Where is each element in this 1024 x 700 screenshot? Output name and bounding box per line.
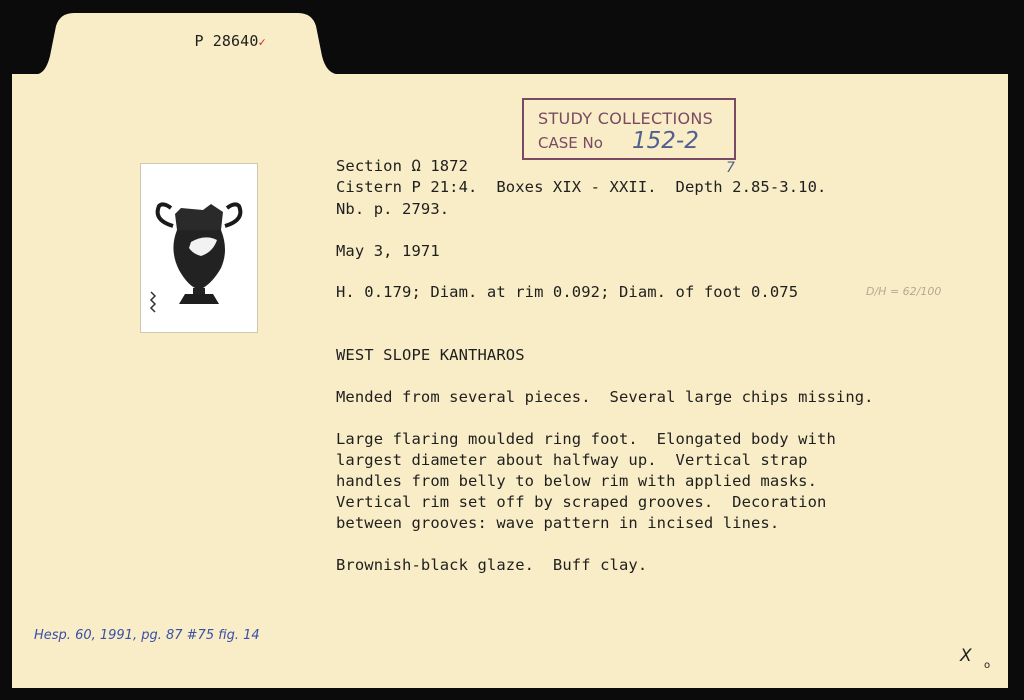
corner-circle: o [984,660,991,671]
accession-text: P 28640 [194,32,259,50]
dimensions-line: H. 0.179; Diam. at rim 0.092; Diam. of foot 0.075 [336,283,799,301]
kantharos-vase-icon [141,164,257,332]
stamp-line1: STUDY COLLECTIONS [538,109,714,128]
stamp-line2: CASE No [538,134,603,152]
pencil-note: D/H = 62/100 [866,285,942,298]
kantharos-photo [140,163,258,333]
description-line: between grooves: wave pattern in incised lines. [336,514,780,532]
date-line: May 3, 1971 [336,242,440,260]
case-sub-number: 7 [726,160,735,176]
description-line: Vertical rim set off by scraped grooves. Decoration [336,493,827,511]
description-line: largest diameter about halfway up. Vertical strap [336,451,808,469]
accession-number [158,14,266,68]
check-mark-icon: ✓ [258,35,266,49]
condition-line: Mended from several pieces. Several large chips missing. [336,388,874,406]
notebook-line: Nb. p. 2793. [336,200,450,218]
fabric-line: Brownish-black glaze. Buff clay. [336,556,648,574]
corner-mark: X [960,646,972,666]
section-line: Section Ω 1872 [336,157,469,175]
study-collections-stamp [522,98,736,160]
case-number: 152-2 [632,128,699,154]
context-line: Cistern P 21:4. Boxes XIX - XXII. Depth 2.85-3.10. [336,178,827,196]
publication-reference: Hesp. 60, 1991, pg. 87 #75 fig. 14 [34,628,260,643]
object-title: WEST SLOPE KANTHAROS [336,346,525,364]
description-line: handles from belly to below rim with applied masks. [336,472,818,490]
description-line: Large flaring moulded ring foot. Elongated body with [336,430,836,448]
